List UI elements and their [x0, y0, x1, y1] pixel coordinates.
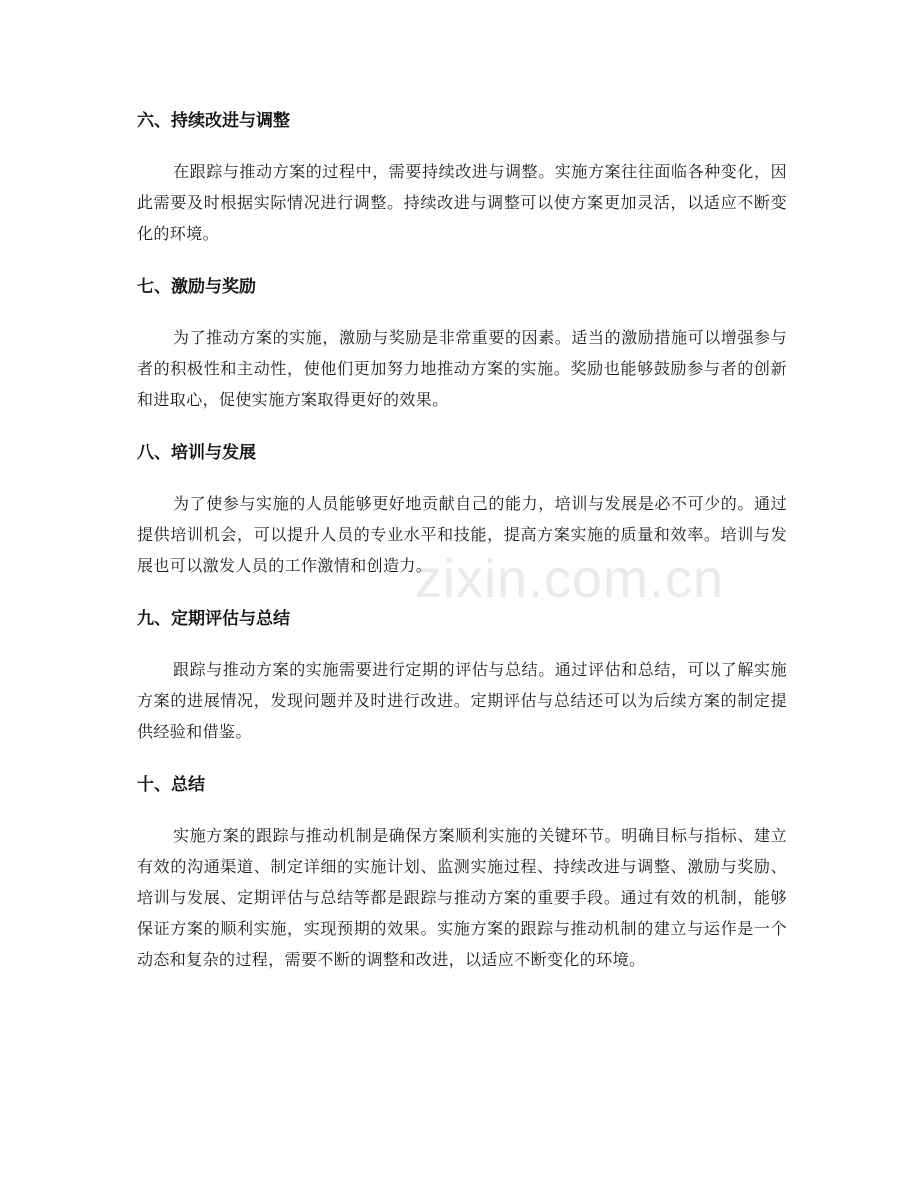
section-title: 六、持续改进与调整	[137, 111, 290, 131]
section-7	[137, 272, 787, 415]
section-paragraph: 为了使参与实施的人员能够更好地贡献自己的能力，培训与发展是必不可少的。通过提供培训机会，可以提升人员的专业水平和技能，提高方案实施的质量和效率。培训与发展也可以激发人员的工作激情和创造力。	[137, 494, 787, 575]
section-paragraph: 在跟踪与推动方案的过程中，需要持续改进与调整。实施方案往往面临各种变化，因此需要及时根据实际情况进行调整。持续改进与调整可以使方案更加灵活，以适应不断变化的环境。	[137, 162, 787, 243]
section-title: 十、总结	[137, 775, 205, 795]
section-title: 八、培训与发展	[137, 443, 256, 463]
section-title: 七、激励与奖励	[137, 277, 256, 297]
section-paragraph: 实施方案的跟踪与推动机制是确保方案顺利实施的关键环节。明确目标与指标、建立有效的沟通渠道、制定详细的实施计划、监测实施过程、持续改进与调整、激励与奖励、培训与发展、定期评估与总结等都是跟踪与推动方案的重要手段。通过有效的机制，能够保证方案的顺利实施，实现预期的效果。实施方案的跟踪与推动机制的建立与运作是一个动态和复杂的过程，需要不断的调整和改进，以适应不断变化的环境。	[137, 826, 787, 969]
section-paragraph: 跟踪与推动方案的实施需要进行定期的评估与总结。通过评估和总结，可以了解实施方案的进展情况，发现问题并及时进行改进。定期评估与总结还可以为后续方案的制定提供经验和借鉴。	[137, 660, 787, 741]
section-title: 九、定期评估与总结	[137, 609, 290, 629]
section-9	[137, 604, 787, 747]
document-content	[137, 106, 787, 998]
section-paragraph: 为了推动方案的实施，激励与奖励是非常重要的因素。适当的激励措施可以增强参与者的积极性和主动性，使他们更加努力地推动方案的实施。奖励也能够鼓励参与者的创新和进取心，促使实施方案取得更好的效果。	[137, 328, 787, 409]
section-8	[137, 438, 787, 581]
watermark: zixin.com.cn	[415, 549, 725, 609]
section-10	[137, 770, 787, 975]
section-6	[137, 106, 787, 249]
